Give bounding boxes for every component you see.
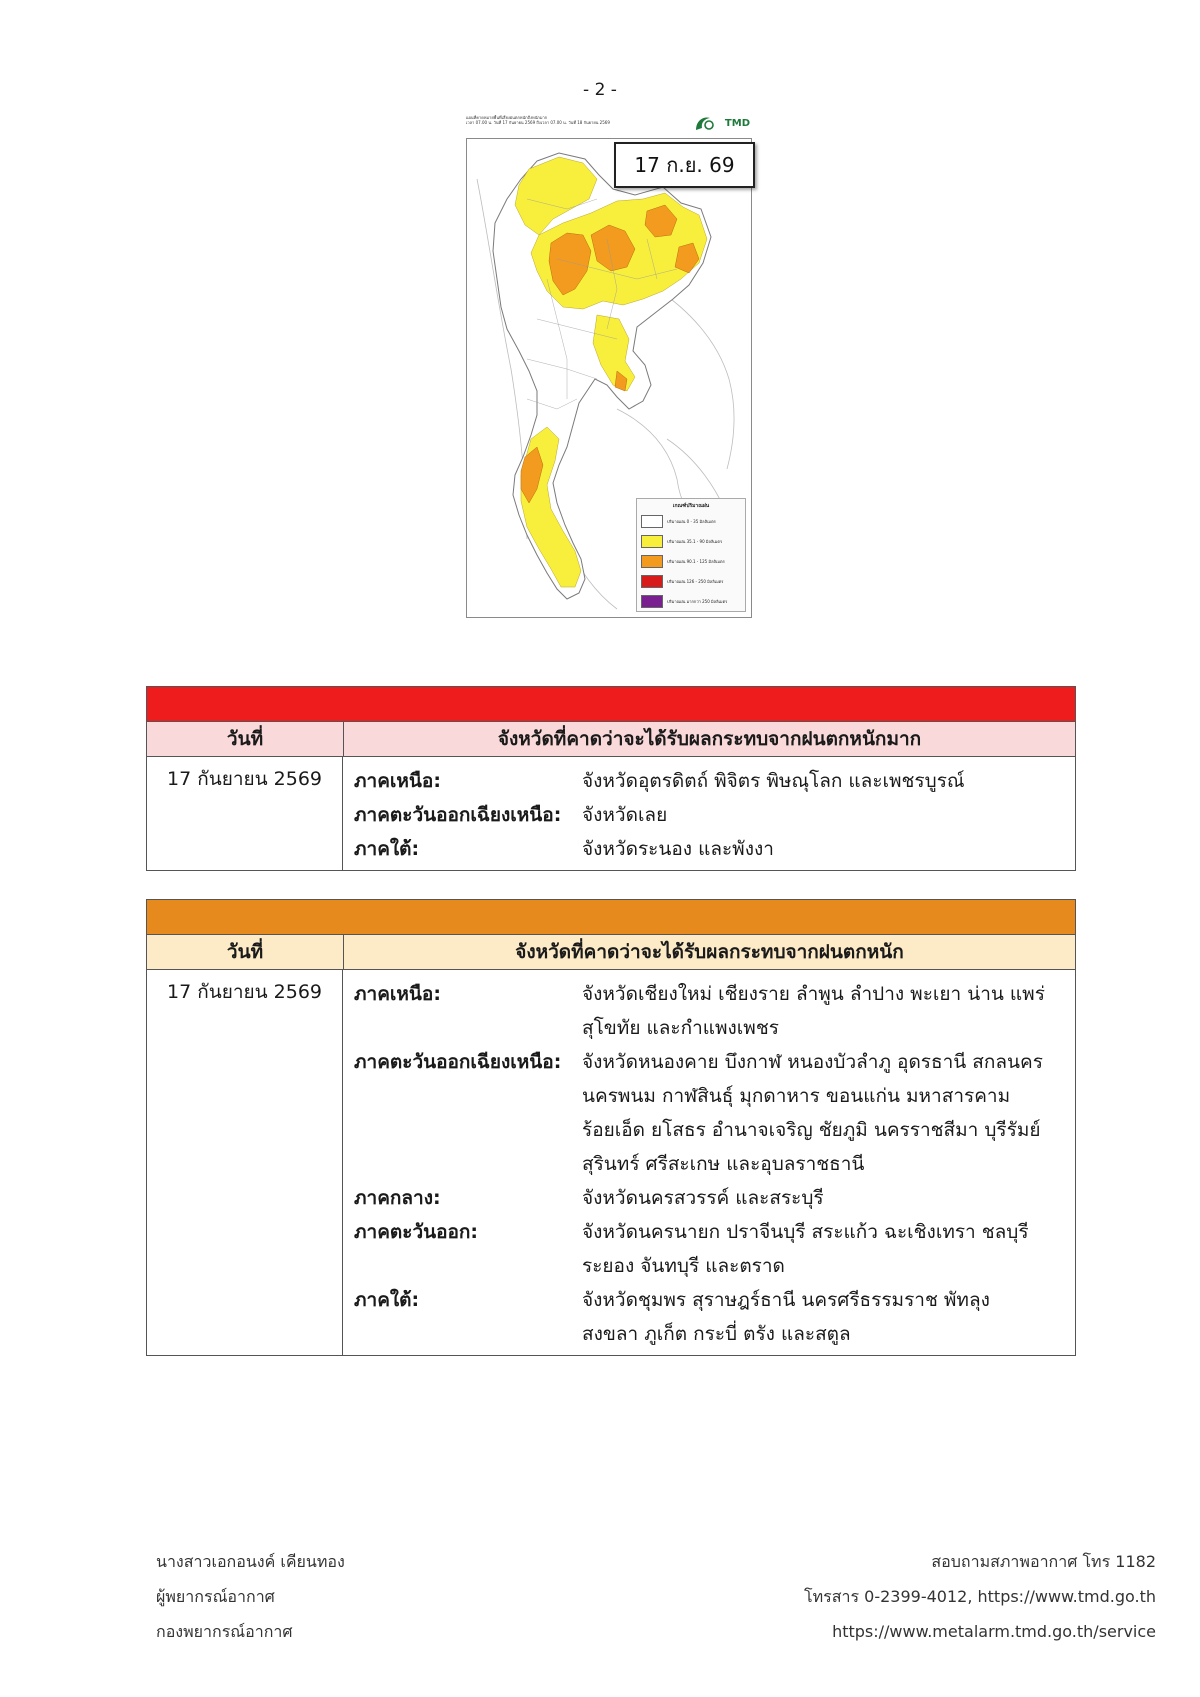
tmd-logo-icon (692, 112, 716, 134)
legend-swatch (641, 515, 663, 528)
legend-item (641, 553, 741, 569)
header-provinces: จังหวัดที่คาดว่าจะได้รับผลกระทบจากฝนตกหนักมาก (497, 728, 922, 750)
contact-fax-website: โทรสาร 0-2399-4012, https://www.tmd.go.th (804, 1587, 1156, 1606)
rain-forecast-map-figure (466, 112, 752, 618)
table-header (147, 935, 1075, 970)
table-body (147, 970, 1075, 1355)
region-list (343, 970, 1075, 1355)
region-name: ภาคเหนือ: (354, 983, 441, 1005)
forecaster-info (156, 1544, 345, 1649)
legend-swatch (641, 535, 663, 548)
map-caption-line1: แผนที่คาดหมายพื้นที่เสี่ยงฝนตกหนักถึงหนักมาก (466, 115, 548, 120)
map-date-label: 17 ก.ย. 69 (614, 142, 755, 188)
table-row (354, 1181, 1075, 1215)
contact-service-url: https://www.metalarm.tmd.go.th/service (832, 1622, 1156, 1641)
legend-label: ปริมาณฝน 90.1 - 125 มิลลิเมตร (667, 558, 725, 564)
province-list: จังหวัดอุตรดิตถ์ พิจิตร พิษณุโลก และเพชรบูรณ์ (582, 770, 965, 792)
legend-swatch (641, 595, 663, 608)
table-row (354, 977, 1075, 1045)
tmd-logo (692, 112, 750, 134)
page-number: - 2 - (583, 80, 617, 100)
map-legend (636, 498, 746, 612)
table-row (354, 1215, 1075, 1283)
legend-label: ปริมาณฝน 35.1 - 90 มิลลิเมตร (667, 538, 723, 544)
region-name: ภาคเหนือ: (354, 770, 441, 792)
forecast-date: 17 กันยายน 2569 (147, 970, 343, 1355)
table-row (354, 1045, 1075, 1181)
header-date: วันที่ (147, 722, 344, 756)
forecaster-name: นางสาวเอกอนงค์ เคียนทอง (156, 1552, 345, 1571)
map-caption-line2: เวลา 07.00 น. วันที่ 17 กันยายน 2569 ถึงเวลา 07.00 น. วันที่ 18 กันยายน 2569 (466, 120, 610, 125)
very-heavy-rain-table (146, 686, 1076, 871)
table-row (354, 764, 1075, 798)
region-name: ภาคตะวันออกเฉียงเหนือ: (354, 804, 562, 826)
red-warning-band (147, 687, 1075, 722)
legend-label: ปริมาณฝน มากกว่า 250 มิลลิเมตร (667, 598, 728, 604)
orange-warning-band (147, 900, 1075, 935)
region-name: ภาคตะวันออก: (354, 1221, 479, 1243)
legend-swatch (641, 575, 663, 588)
region-list (343, 757, 1075, 870)
legend-label: ปริมาณฝน 126 - 250 มิลลิเมตร (667, 578, 724, 584)
legend-item (641, 533, 741, 549)
table-header (147, 722, 1075, 757)
legend-title: เกณฑ์ปริมาณฝน (672, 503, 710, 509)
province-list: จังหวัดระนอง และพังงา (582, 838, 774, 860)
forecast-date: 17 กันยายน 2569 (147, 757, 343, 870)
forecaster-title: ผู้พยากรณ์อากาศ (156, 1587, 275, 1606)
map-caption (466, 115, 681, 125)
legend-item (641, 593, 741, 609)
contact-info (804, 1544, 1156, 1649)
header-date: วันที่ (147, 935, 344, 969)
contact-phone: สอบถามสภาพอากาศ โทร 1182 (931, 1552, 1156, 1571)
forecaster-division: กองพยากรณ์อากาศ (156, 1622, 293, 1641)
legend-label: ปริมาณฝน 0 - 35 มิลลิเมตร (667, 518, 716, 524)
region-name: ภาคใต้: (354, 1289, 420, 1311)
header-provinces: จังหวัดที่คาดว่าจะได้รับผลกระทบจากฝนตกหนัก (515, 941, 904, 963)
province-list: จังหวัดเชียงใหม่ เชียงราย ลำพูน ลำปาง พะเยา น่าน แพร่ สุโขทัย และกำแพงเพชร (582, 983, 1045, 1039)
province-list: จังหวัดนครสวรรค์ และสระบุรี (582, 1187, 824, 1209)
table-row (354, 798, 1075, 832)
legend-swatch (641, 555, 663, 568)
province-list: จังหวัดเลย (582, 804, 668, 826)
region-name: ภาคใต้: (354, 838, 420, 860)
region-name: ภาคตะวันออกเฉียงเหนือ: (354, 1051, 562, 1073)
province-list: จังหวัดหนองคาย บึงกาฬ หนองบัวลำภู อุดรธานี สกลนคร นครพนม กาฬสินธุ์ มุกดาหาร ขอนแก่น มหาสารคาม ร้อยเอ็ด ยโสธร อำนาจเจริญ ชัยภูมิ นครราชสีมา บุรีรัมย์ สุรินทร์ ศรีสะเกษ และอุบลราชธานี (582, 1051, 1043, 1175)
legend-item (641, 573, 741, 589)
table-row (354, 832, 1075, 866)
region-name: ภาคกลาง: (354, 1187, 441, 1209)
heavy-rain-table (146, 899, 1076, 1356)
legend-item (641, 513, 741, 529)
province-list: จังหวัดชุมพร สุราษฎร์ธานี นครศรีธรรมราช พัทลุง สงขลา ภูเก็ต กระบี่ ตรัง และสตูล (582, 1289, 990, 1345)
table-body (147, 757, 1075, 870)
province-list: จังหวัดนครนายก ปราจีนบุรี สระแก้ว ฉะเชิงเทรา ชลบุรี ระยอง จันทบุรี และตราด (582, 1221, 1029, 1277)
tmd-logo-text: TMD (724, 118, 750, 129)
table-row (354, 1283, 1075, 1351)
